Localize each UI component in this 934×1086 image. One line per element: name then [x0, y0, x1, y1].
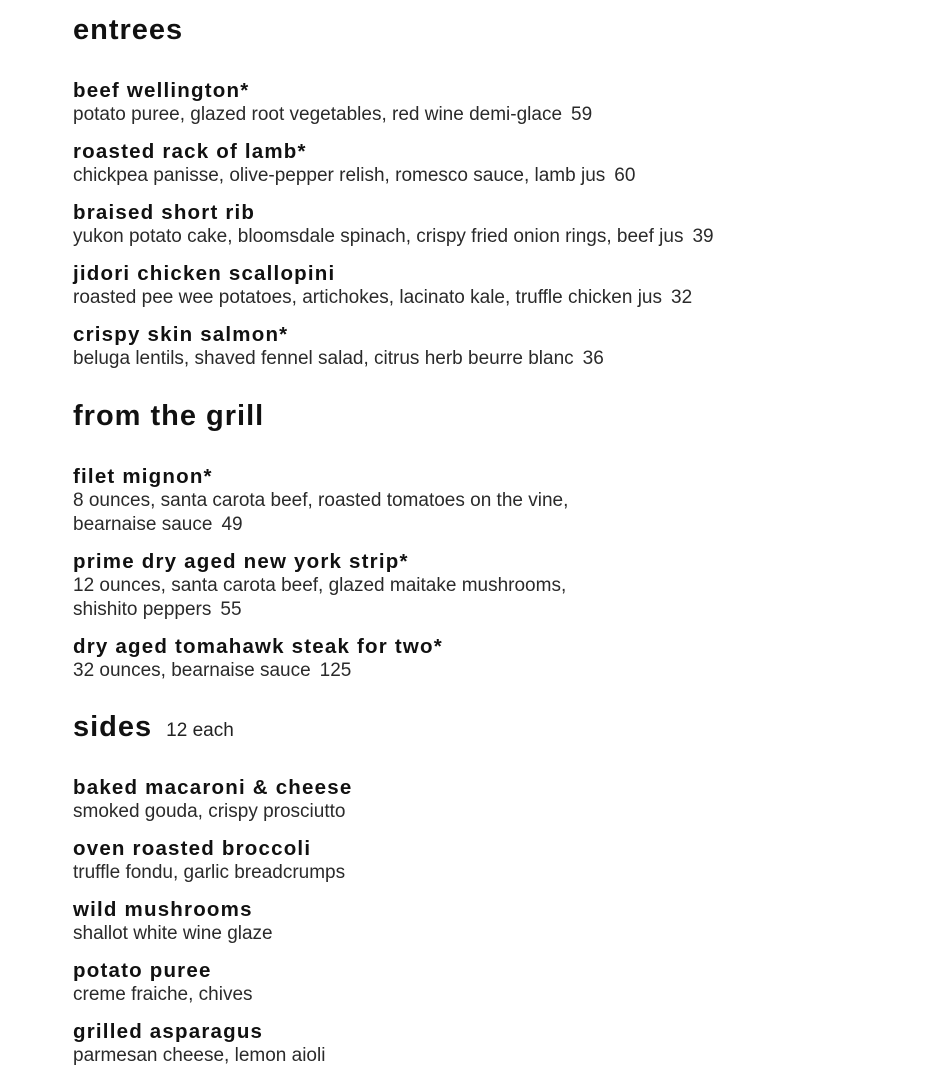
menu-item — [73, 464, 913, 537]
menu-item — [73, 897, 913, 946]
section-sides — [73, 711, 913, 1080]
item-name: beef wellington* — [73, 79, 250, 102]
section-title: from the grill — [73, 400, 265, 432]
item-price: 39 — [692, 226, 714, 247]
item-name: baked macaroni & cheese — [73, 776, 353, 799]
menu-item — [73, 261, 913, 310]
section-header — [73, 14, 913, 54]
item-name: roasted rack of lamb* — [73, 140, 307, 163]
item-name: filet mignon* — [73, 465, 213, 488]
item-name: potato puree — [73, 959, 212, 982]
item-desc-line: 12 ounces, santa carota beef, glazed maitake mushrooms, — [73, 575, 567, 596]
item-description — [73, 164, 913, 188]
item-desc-line: 32 ounces, bearnaise sauce — [73, 660, 311, 681]
item-description — [73, 286, 913, 310]
section-entrees — [73, 14, 913, 383]
section-note: 12 each — [166, 720, 234, 741]
section-title: sides — [73, 711, 153, 743]
item-price: 55 — [220, 599, 242, 620]
item-price: 60 — [614, 165, 636, 186]
item-price: 59 — [571, 104, 593, 125]
item-list — [73, 78, 913, 371]
item-price: 125 — [319, 660, 352, 681]
item-description — [73, 347, 913, 371]
item-desc-line: bearnaise sauce — [73, 514, 213, 535]
menu-item — [73, 1019, 913, 1068]
item-description: truffle fondu, garlic breadcrumps — [73, 862, 346, 883]
item-desc-line: yukon potato cake, bloomsdale spinach, crispy fried onion rings, beef jus — [73, 226, 684, 247]
item-description: smoked gouda, crispy prosciutto — [73, 801, 346, 822]
item-description: shallot white wine glaze — [73, 923, 273, 944]
menu-item — [73, 322, 913, 371]
item-desc-line: potato puree, glazed root vegetables, red wine demi-glace — [73, 104, 563, 125]
item-name: wild mushrooms — [73, 898, 253, 921]
item-description — [73, 103, 913, 127]
item-description: parmesan cheese, lemon aioli — [73, 1045, 326, 1066]
item-name: prime dry aged new york strip* — [73, 550, 409, 573]
menu-item — [73, 836, 913, 885]
item-list — [73, 775, 913, 1068]
item-name: braised short rib — [73, 201, 256, 224]
item-name: oven roasted broccoli — [73, 837, 312, 860]
item-name: crispy skin salmon* — [73, 323, 289, 346]
section-header — [73, 711, 913, 751]
item-price: 32 — [671, 287, 693, 308]
menu-item — [73, 549, 913, 622]
section-from-the-grill — [73, 400, 913, 695]
item-description — [73, 489, 913, 537]
menu-item — [73, 139, 913, 188]
item-desc-line: chickpea panisse, olive-pepper relish, romesco sauce, lamb jus — [73, 165, 606, 186]
section-title: entrees — [73, 14, 184, 46]
item-description — [73, 574, 913, 622]
item-name: dry aged tomahawk steak for two* — [73, 635, 443, 658]
menu-item — [73, 775, 913, 824]
item-name: jidori chicken scallopini — [73, 262, 336, 285]
item-price: 36 — [582, 348, 604, 369]
menu-item — [73, 634, 913, 683]
item-price: 49 — [221, 514, 243, 535]
item-description — [73, 225, 913, 249]
item-desc-line: beluga lentils, shaved fennel salad, citrus herb beurre blanc — [73, 348, 574, 369]
item-description: creme fraiche, chives — [73, 984, 253, 1005]
item-desc-line: roasted pee wee potatoes, artichokes, lacinato kale, truffle chicken jus — [73, 287, 662, 308]
menu-item — [73, 200, 913, 249]
item-desc-line: shishito peppers — [73, 599, 212, 620]
item-list — [73, 464, 913, 683]
menu-item — [73, 78, 913, 127]
section-header — [73, 400, 913, 440]
item-desc-line: 8 ounces, santa carota beef, roasted tomatoes on the vine, — [73, 490, 569, 511]
item-name: grilled asparagus — [73, 1020, 264, 1043]
item-description — [73, 659, 913, 683]
menu-item — [73, 958, 913, 1007]
